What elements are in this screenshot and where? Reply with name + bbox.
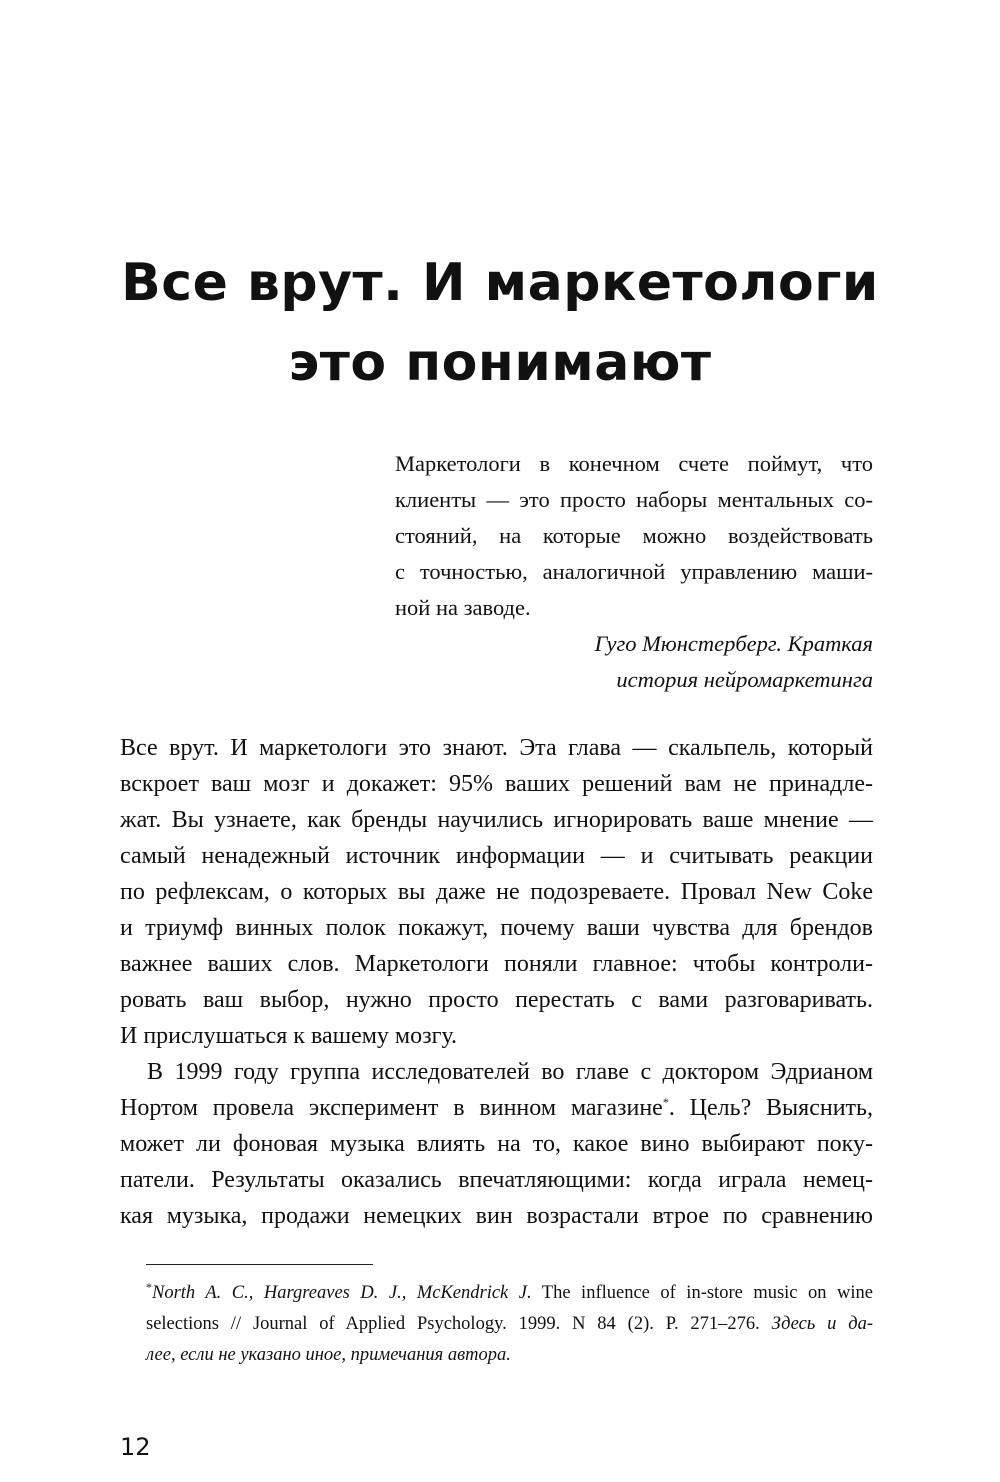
text-line: ровать ваш выбор, нужно просто перестать с вами разговаривать. — [120, 987, 873, 1013]
footnote-mark: * — [146, 1279, 152, 1294]
text-fragment: . Цель? Выяснить, — [668, 1095, 873, 1121]
footnote-note: Здесь и да- — [771, 1314, 873, 1334]
text-line: самый ненадежный источник информации — и считывать реакции — [120, 843, 873, 869]
chapter-title-line: Все врут. И маркетологи — [121, 253, 879, 313]
text-line: по рефлексам, о которых вы даже не подозреваете. Провал New Coke — [120, 879, 873, 905]
epigraph-line: Маркетологи в конечном счете поймут, что — [395, 451, 873, 476]
chapter-title — [0, 243, 1000, 403]
footnote-line — [146, 1309, 873, 1340]
epigraph-line: стояний, на которые можно воздействовать — [395, 523, 873, 548]
text-line: важнее ваших слов. Маркетологи поняли главное: чтобы контроли- — [120, 951, 873, 977]
body-text — [120, 730, 873, 1234]
page-number: 12 — [120, 1433, 151, 1461]
paragraph — [120, 730, 873, 1054]
footnote-note: лее, если не указано иное, примечания автора. — [146, 1345, 511, 1365]
epigraph-source-line: Гуго Мюнстерберг. Краткая — [594, 631, 873, 656]
footnote — [146, 1278, 873, 1371]
footnote-line — [146, 1278, 873, 1309]
text-line: может ли фоновая музыка влиять на то, какое вино выбирают поку- — [120, 1131, 873, 1157]
footnote-divider — [146, 1264, 373, 1265]
text-line — [120, 1090, 873, 1126]
footnote-text: The influence of in-store music on wine — [531, 1283, 873, 1303]
footnote-reference: * — [662, 1095, 669, 1109]
text-line: Все врут. И маркетологи это знают. Эта глава — скальпель, который — [120, 735, 873, 761]
chapter-title-line: это понимают — [288, 333, 712, 393]
text-line: И прислушаться к вашему мозгу. — [120, 1023, 458, 1049]
text-fragment: Нортом провела эксперимент в винном магазине — [120, 1095, 663, 1121]
text-line: и триумф винных полок покажут, почему ваши чувства для брендов — [120, 915, 873, 941]
footnote-authors: North A. C., Hargreaves D. J., McKendrick J. — [152, 1283, 532, 1303]
text-line: жат. Вы узнаете, как бренды научились игнорировать ваше мнение — — [120, 807, 873, 833]
epigraph-line: ной на заводе. — [395, 595, 531, 620]
paragraph — [120, 1054, 873, 1234]
text-line: кая музыка, продажи немецких вин возрастали втрое по сравнению — [120, 1203, 873, 1229]
text-line: вскроет ваш мозг и докажет: 95% ваших решений вам не принадле- — [120, 771, 873, 797]
footnote-text: selections // Journal of Applied Psychology. 1999. N 84 (2). P. 271–276. — [146, 1314, 772, 1334]
epigraph-line: клиенты — это просто наборы ментальных со- — [395, 487, 873, 512]
text-line: патели. Результаты оказались впечатляющими: когда играла немец- — [120, 1167, 873, 1193]
epigraph — [395, 446, 873, 698]
epigraph-line: с точностью, аналогичной управлению маши- — [395, 559, 873, 584]
epigraph-source-line: история нейромаркетинга — [616, 667, 873, 692]
text-line: В 1999 году группа исследователей во главе с доктором Эдрианом — [147, 1059, 873, 1085]
